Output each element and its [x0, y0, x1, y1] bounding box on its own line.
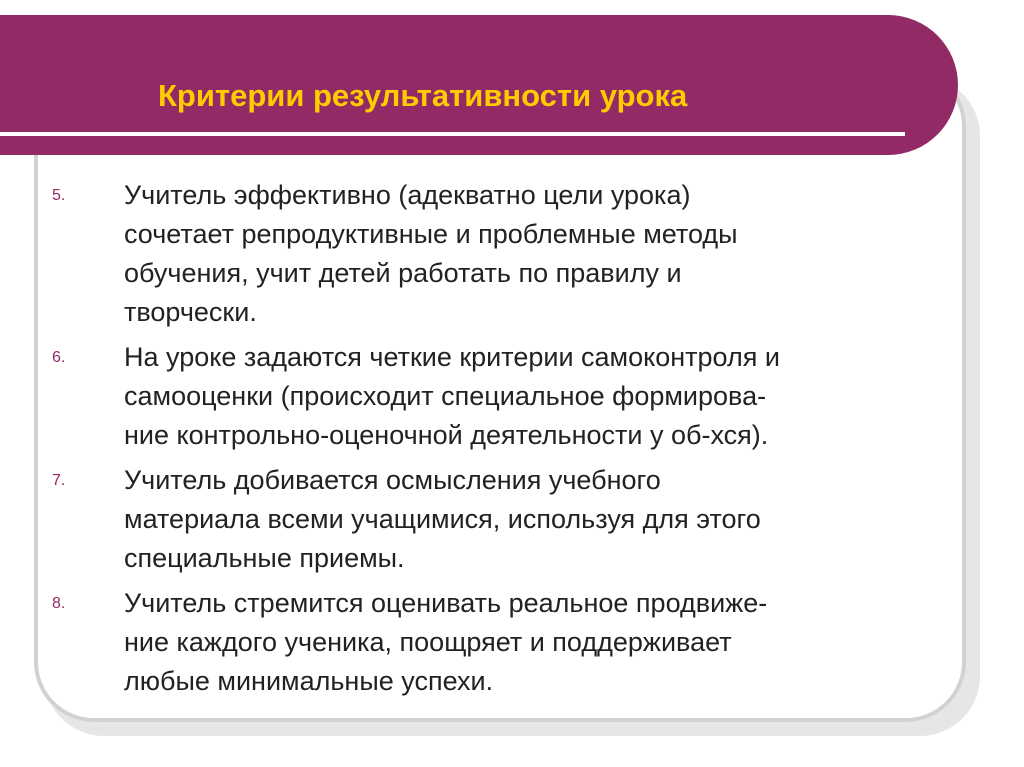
- slide-title: Критерии результативности урока: [158, 78, 688, 113]
- item-number: 7.: [52, 472, 66, 489]
- item-text-line: На уроке задаются четкие критерии самоконтроля и: [124, 342, 780, 372]
- item-text: [124, 176, 972, 332]
- item-text: [124, 584, 972, 701]
- item-text-line: сочетает репродуктивные и проблемные методы: [124, 219, 738, 249]
- item-text: [124, 461, 972, 578]
- list-item: [52, 338, 972, 455]
- item-text-line: специальные приемы.: [124, 543, 405, 573]
- item-text-line: самооценки (происходит специальное формирова-: [124, 381, 767, 411]
- item-number: 5.: [52, 187, 66, 204]
- criteria-list: [52, 176, 972, 707]
- item-text-line: Учитель эффективно (адекватно цели урока): [124, 180, 691, 210]
- item-text-line: ние каждого ученика, поощряет и поддерживает: [124, 627, 732, 657]
- title-underline: [0, 132, 905, 136]
- item-text-line: ние контрольно-оценочной деятельности у об-хся).: [124, 420, 769, 450]
- item-text-line: любые минимальные успехи.: [124, 666, 494, 696]
- item-text-line: Учитель добивается осмысления учебного: [124, 465, 661, 495]
- list-item: [52, 461, 972, 578]
- item-text-line: обучения, учит детей работать по правилу и: [124, 258, 682, 288]
- list-item: [52, 176, 972, 332]
- item-number: 6.: [52, 349, 66, 366]
- list-item: [52, 584, 972, 701]
- item-text-line: материала всеми учащимися, используя для этого: [124, 504, 761, 534]
- item-number: 8.: [52, 595, 66, 612]
- item-text: [124, 338, 972, 455]
- item-text-line: Учитель стремится оценивать реальное продвиже-: [124, 588, 768, 618]
- item-text-line: творчески.: [124, 297, 257, 327]
